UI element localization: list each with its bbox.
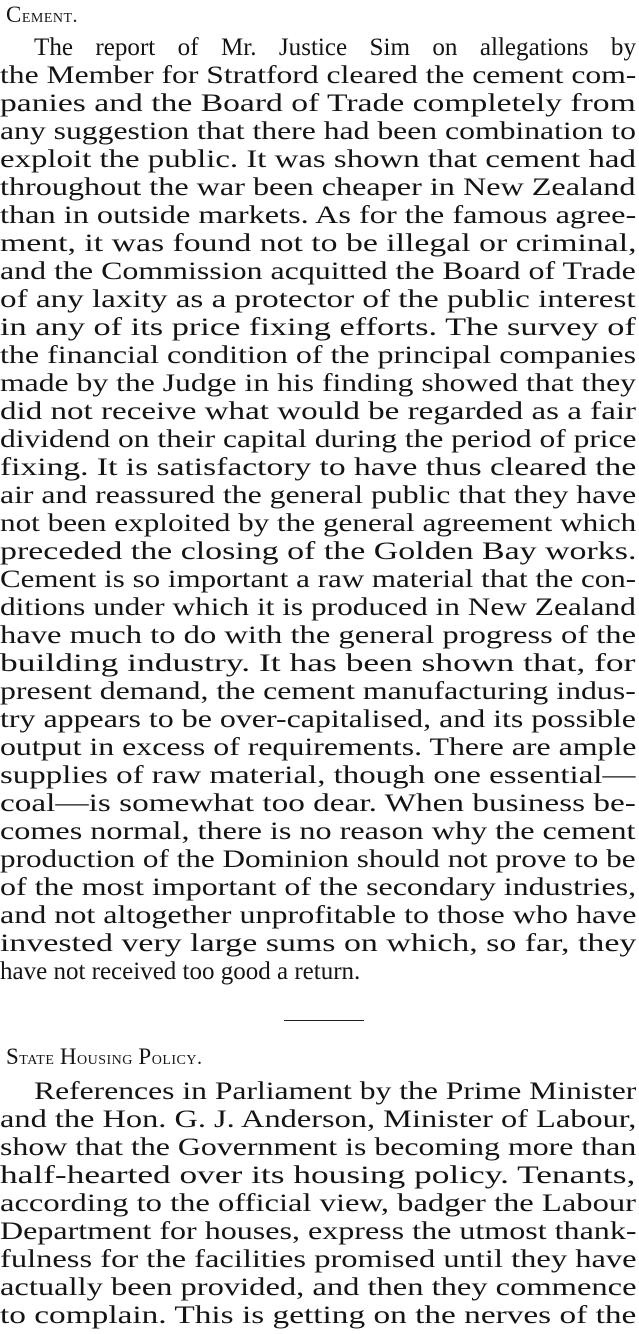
paragraph-line: ment, it was found not to be illegal or criminal, [0,230,637,257]
paragraph-line-last: have not received too good a return. [0,958,361,985]
section-divider [284,1020,364,1021]
paragraph-line: supplies of raw material, though one essential— [0,762,636,789]
paragraph-line: References in Parliament by the Prime Minister [34,1078,637,1105]
paragraph-line: the financial condition of the principal companies [0,342,637,369]
paragraph-line: half-hearted over its housing policy. Tenants, [0,1162,636,1189]
paragraph-line: dividend on their capital during the period of price [0,426,637,453]
paragraph-line: invested very large sums on which, so far, they [0,930,637,957]
paragraph-line: actually been provided, and then they commence [0,1274,637,1301]
paragraph-line: in any of its price fixing efforts. The survey of [0,314,636,341]
paragraph-line: of any laxity as a protector of the public interest [0,286,636,313]
paragraph-line: have much to do with the general progress of the [0,622,637,649]
paragraph-line: fulness for the facilities promised until they have [0,1246,637,1273]
paragraph-line: show that the Government is becoming more than [0,1134,637,1161]
paragraph-line: and the Hon. G. J. Anderson, Minister of Labour, [0,1106,637,1133]
paragraph-line: of the most important of the secondary industries, [0,874,637,901]
paragraph-line: Department for houses, express the utmost thank- [0,1218,637,1245]
paragraph-line: the Member for Stratford cleared the cement com- [0,62,637,89]
paragraph-line: present demand, the cement manufacturing indus- [0,678,636,705]
paragraph-line: production of the Dominion should not prove to be [0,846,636,873]
paragraph-line: building industry. It has been shown that, for [0,650,636,677]
paragraph-line: comes normal, there is no reason why the cement [0,818,636,845]
paragraph-line: exploit the public. It was shown that cement had [0,146,636,173]
paragraph-line: Cement is so important a raw material that the con- [0,566,637,593]
paragraph-line: The report of Mr. Justice Sim on allegations by [34,34,636,61]
paragraph-line: throughout the war been cheaper in New Zealand [0,174,636,201]
paragraph-line: any suggestion that there had been combination to [0,118,636,145]
paragraph-line: ditions under which it is produced in New Zealand [0,594,636,621]
paragraph-line: than in outside markets. As for the famous agree- [0,202,637,229]
paragraph-line: to complain. This is getting on the nerves of the [0,1302,637,1329]
paragraph-line: and the Commission acquitted the Board of Trade [0,258,636,285]
paragraph-line: fixing. It is satisfactory to have thus cleared the [0,454,637,481]
paragraph-line: according to the official view, badger the Labour [0,1190,637,1217]
paragraph-line: not been exploited by the general agreement which [0,510,637,537]
paragraph-line: panies and the Board of Trade completely from [0,90,636,117]
paragraph-line: made by the Judge in his finding showed that they [0,370,637,397]
paragraph-line: air and reassured the general public that they have [0,482,637,509]
section-heading-state-housing-policy: State Housing Policy. [6,1044,203,1069]
section-heading-cement: Cement. [6,2,79,27]
paragraph-line: try appears to be over-capitalised, and its possible [0,706,636,733]
paragraph-line: coal—is somewhat too dear. When business be- [0,790,636,817]
paragraph-line: preceded the closing of the Golden Bay works. [0,538,637,565]
paragraph-line: did not receive what would be regarded as a fair [0,398,637,425]
paragraph-line: output in excess of requirements. There are ample [0,734,637,761]
paragraph-line: and not altogether unprofitable to those who have [0,902,637,929]
